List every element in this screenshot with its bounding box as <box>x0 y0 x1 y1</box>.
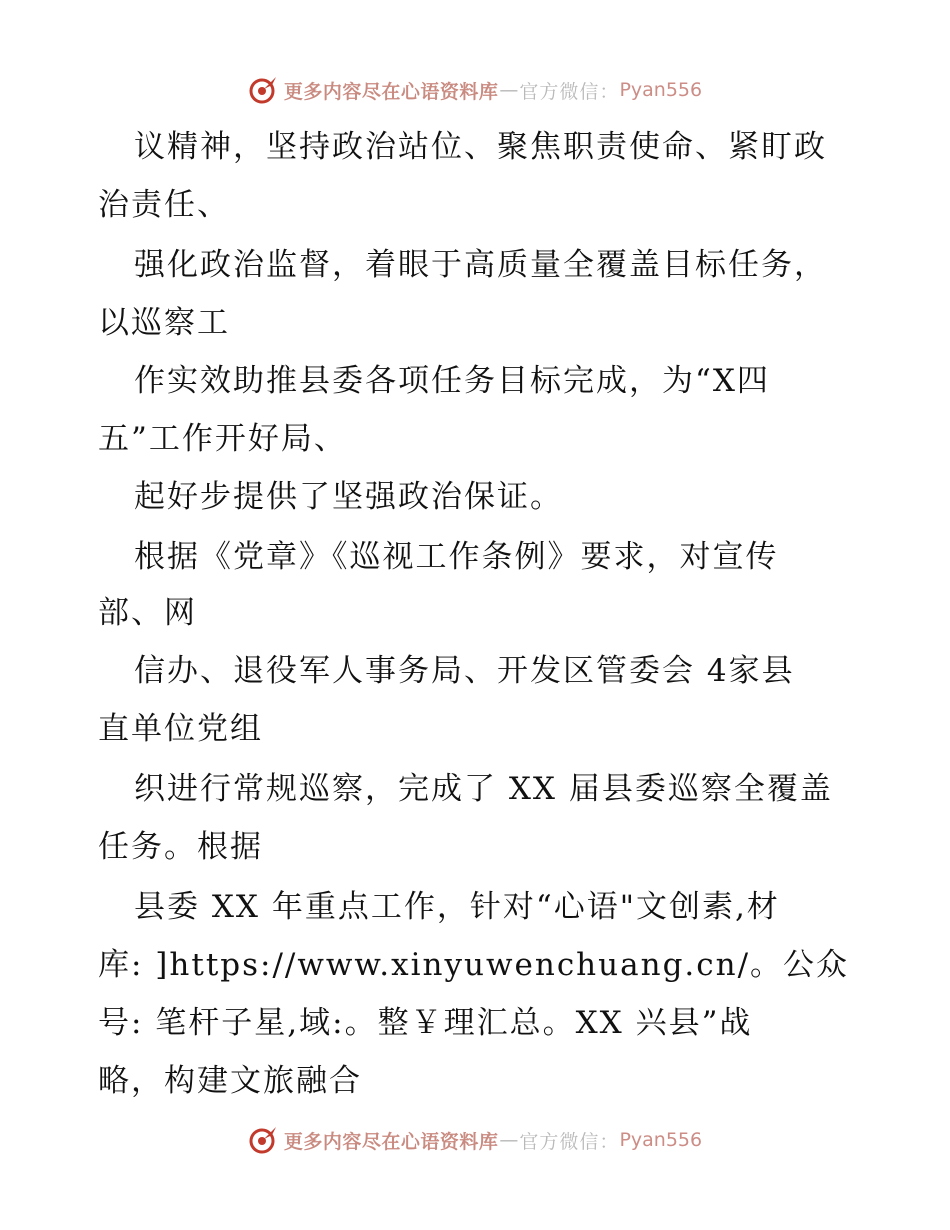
body-line: 议精神，坚持政治站位、聚焦职责使命、紧盯政 <box>134 129 827 165</box>
header-brand-text: 更多内容尽在心语资料库 <box>283 80 499 103</box>
body-line: 根据《党章》《巡视工作条例》要求，对宣传 <box>134 539 779 575</box>
body-line: 五”工作开好局、 <box>98 421 347 457</box>
header-banner <box>0 70 950 110</box>
header-account-id: Pyan556 <box>619 79 703 101</box>
body-line: 以巡察工 <box>98 305 230 341</box>
body-line: 起好步提供了坚强政治保证。 <box>134 479 563 515</box>
body-line: 直单位党组 <box>98 711 263 747</box>
body-line: 作实效助推县委各项任务目标完成，为“X四 <box>134 363 770 399</box>
quill-seal-icon <box>248 1125 278 1155</box>
body-line: 信办、退役军人事务局、开发区管委会 4家县 <box>134 653 795 689</box>
body-line: 略，构建文旅融合 <box>98 1063 362 1099</box>
footer-dash: — <box>499 1129 519 1151</box>
footer-official-label: 官方微信： <box>519 1130 620 1153</box>
body-line: 县委 XX 年重点工作，针对“心语"文创素,材 <box>134 889 780 925</box>
quill-seal-icon <box>248 75 278 105</box>
header-official-label: 官方微信： <box>519 80 620 103</box>
body-line: 织进行常规巡察，完成了 XX 届县委巡察全覆盖 <box>134 771 833 807</box>
body-line: 号: 笔杆子星,域:。整￥理汇总。XX 兴县”战 <box>98 1005 753 1041</box>
footer-account-id: Pyan556 <box>619 1129 703 1151</box>
body-line: 部、网 <box>98 595 197 631</box>
footer-banner <box>0 1120 950 1160</box>
body-line: 治责任、 <box>98 187 230 223</box>
body-line: 库: ]https://www.xinyuwenchuang.cn/。公众 <box>98 947 850 983</box>
header-dash: — <box>499 79 519 101</box>
body-line: 任务。根据 <box>98 829 263 865</box>
footer-brand-text: 更多内容尽在心语资料库 <box>283 1130 499 1153</box>
body-line: 强化政治监督，着眼于高质量全覆盖目标任务， <box>134 247 827 283</box>
